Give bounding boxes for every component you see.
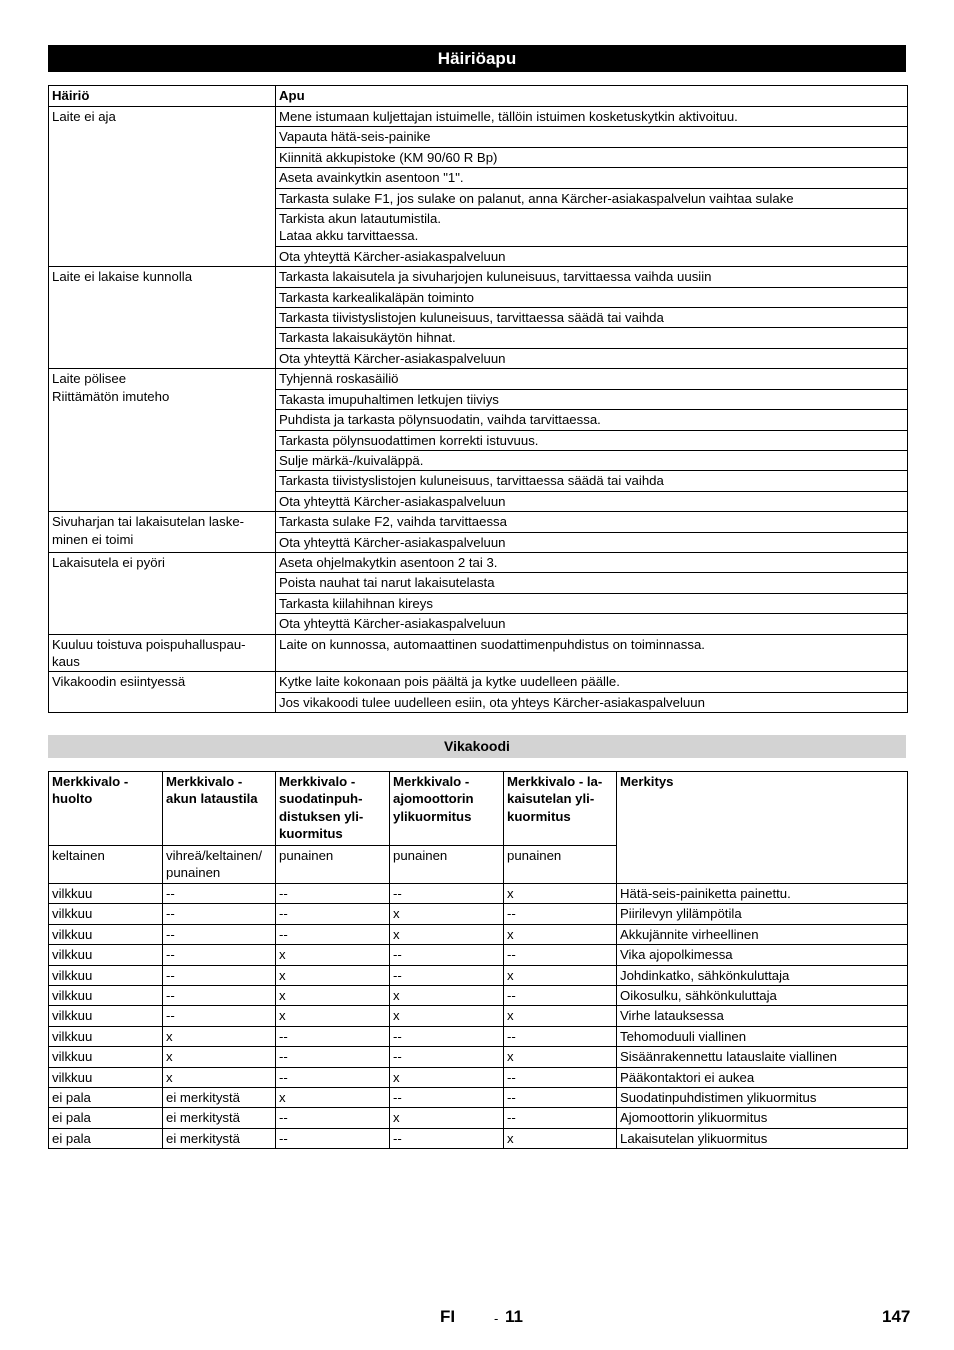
column-header-meaning: Merkitys — [617, 772, 908, 884]
table-row — [49, 965, 908, 985]
service-light-cell: vilkkuu — [49, 986, 163, 1006]
remedy-cell: Sulje märkä-/kuivaläppä. — [276, 450, 908, 470]
battery-light-cell: -- — [163, 904, 276, 924]
remedy-cell: Mene istumaan kuljettajan istuimelle, tällöin istuimen kosketuskytkin aktivoituu. — [276, 107, 908, 127]
filter-light-cell: -- — [276, 884, 390, 904]
drive-motor-light-cell: x — [390, 1006, 504, 1026]
table-row — [49, 986, 908, 1006]
footer-language: FI — [440, 1307, 456, 1326]
service-light-cell: vilkkuu — [49, 945, 163, 965]
filter-light-cell: -- — [276, 924, 390, 944]
remedy-cell: Tarkista akun latautumistila. Lataa akku tarvittaessa. — [276, 209, 908, 247]
remedy-cell: Takasta imupuhaltimen letkujen tiiviys — [276, 389, 908, 409]
filter-light-cell: x — [276, 965, 390, 985]
drive-motor-light-cell: -- — [390, 884, 504, 904]
meaning-cell: Virhe latauksessa — [617, 1006, 908, 1026]
service-light-cell: ei pala — [49, 1128, 163, 1148]
roller-light-cell: -- — [504, 1088, 617, 1108]
roller-light-cell: -- — [504, 1026, 617, 1046]
column-header-remedy: Apu — [276, 86, 908, 107]
table-row — [49, 1026, 908, 1046]
battery-light-cell: ei merkitystä — [163, 1088, 276, 1108]
table-row — [49, 552, 908, 572]
table-row — [49, 945, 908, 965]
troubleshooting-table — [48, 85, 908, 713]
battery-light-cell: -- — [163, 924, 276, 944]
table-row — [49, 1047, 908, 1067]
table-header-row — [49, 772, 908, 846]
meaning-cell: Ajomoottorin ylikuormitus — [617, 1108, 908, 1128]
remedy-cell: Aseta avainkytkin asentoon "1". — [276, 168, 908, 188]
table-row — [49, 267, 908, 287]
roller-light-cell: x — [504, 965, 617, 985]
roller-light-cell: x — [504, 1006, 617, 1026]
remedy-cell: Aseta ohjelmakytkin asentoon 2 tai 3. — [276, 552, 908, 572]
battery-light-cell: -- — [163, 1006, 276, 1026]
battery-light-cell: -- — [163, 986, 276, 1006]
remedy-cell: Tarkasta sulake F2, vaihda tarvittaessa — [276, 512, 908, 532]
meaning-cell: Suodatinpuhdistimen ylikuormitus — [617, 1088, 908, 1108]
footer-section-page: 11 — [505, 1307, 523, 1326]
remedy-cell: Tarkasta lakaisutela ja sivuharjojen kuluneisuus, tarvittaessa vaihda uusiin — [276, 267, 908, 287]
filter-light-cell: x — [276, 986, 390, 1006]
remedy-cell: Tarkasta pölynsuodattimen korrekti istuvuus. — [276, 430, 908, 450]
column-header-service-light: Merkkivalo - huolto — [49, 772, 163, 846]
meaning-cell: Akkujännite virheellinen — [617, 924, 908, 944]
service-light-cell: vilkkuu — [49, 965, 163, 985]
drive-motor-light-cell: x — [390, 924, 504, 944]
footer-page-number: 147 — [882, 1307, 911, 1326]
remedy-cell: Kiinnitä akkupistoke (KM 90/60 R Bp) — [276, 147, 908, 167]
footer-dash: - — [494, 1311, 499, 1326]
remedy-cell: Tarkasta kiilahihnan kireys — [276, 593, 908, 613]
meaning-cell: Vika ajopolkimessa — [617, 945, 908, 965]
table-row — [49, 904, 908, 924]
service-light-cell: vilkkuu — [49, 1067, 163, 1087]
error-code-table — [48, 771, 908, 1149]
battery-light-cell: -- — [163, 945, 276, 965]
remedy-cell: Ota yhteyttä Kärcher-asiakaspalveluun — [276, 491, 908, 511]
roller-light-cell: -- — [504, 986, 617, 1006]
service-light-cell: vilkkuu — [49, 1026, 163, 1046]
roller-light-cell: x — [504, 924, 617, 944]
light-color-cell: punainen — [390, 846, 504, 884]
remedy-cell: Vapauta hätä-seis-painike — [276, 127, 908, 147]
table-row — [49, 1088, 908, 1108]
battery-light-cell: x — [163, 1067, 276, 1087]
service-light-cell: ei pala — [49, 1088, 163, 1108]
remedy-cell: Jos vikakoodi tulee uudelleen esiin, ota yhteys Kärcher-asiakaspalveluun — [276, 692, 908, 712]
filter-light-cell: -- — [276, 1128, 390, 1148]
column-header-roller-light: Merkkivalo - la- kaisutelan yli- kuormitus — [504, 772, 617, 846]
meaning-cell: Oikosulku, sähkönkuluttaja — [617, 986, 908, 1006]
fault-cell: Lakaisutela ei pyöri — [49, 552, 276, 634]
service-light-cell: vilkkuu — [49, 884, 163, 904]
service-light-cell: vilkkuu — [49, 1006, 163, 1026]
filter-light-cell: -- — [276, 1047, 390, 1067]
service-light-cell: vilkkuu — [49, 924, 163, 944]
fault-cell: Laite pölisee Riittämätön imuteho — [49, 369, 276, 512]
remedy-cell: Tarkasta tiivistyslistojen kuluneisuus, tarvittaessa säädä tai vaihda — [276, 471, 908, 491]
table-row — [49, 924, 908, 944]
meaning-cell: Johdinkatko, sähkönkuluttaja — [617, 965, 908, 985]
battery-light-cell: x — [163, 1047, 276, 1067]
remedy-cell: Ota yhteyttä Kärcher-asiakaspalveluun — [276, 246, 908, 266]
roller-light-cell: x — [504, 884, 617, 904]
roller-light-cell: -- — [504, 1108, 617, 1128]
section-title: Vikakoodi — [48, 735, 906, 758]
drive-motor-light-cell: x — [390, 1108, 504, 1128]
light-color-cell: punainen — [504, 846, 617, 884]
fault-cell: Laite ei lakaise kunnolla — [49, 267, 276, 369]
page-title: Häiriöapu — [48, 45, 906, 72]
battery-light-cell: ei merkitystä — [163, 1128, 276, 1148]
table-row — [49, 1128, 908, 1148]
filter-light-cell: -- — [276, 1108, 390, 1128]
drive-motor-light-cell: -- — [390, 1026, 504, 1046]
remedy-cell: Tarkasta lakaisukäytön hihnat. — [276, 328, 908, 348]
table-row — [49, 634, 908, 672]
roller-light-cell: x — [504, 1047, 617, 1067]
drive-motor-light-cell: -- — [390, 965, 504, 985]
drive-motor-light-cell: x — [390, 1067, 504, 1087]
drive-motor-light-cell: -- — [390, 1088, 504, 1108]
table-row — [49, 107, 908, 127]
remedy-cell: Poista nauhat tai narut lakaisutelasta — [276, 573, 908, 593]
column-header-battery-light: Merkkivalo - akun lataustila — [163, 772, 276, 846]
light-color-cell: vihreä/keltainen/ punainen — [163, 846, 276, 884]
table-row — [49, 1067, 908, 1087]
drive-motor-light-cell: -- — [390, 1128, 504, 1148]
service-light-cell: ei pala — [49, 1108, 163, 1128]
roller-light-cell: x — [504, 1128, 617, 1148]
drive-motor-light-cell: x — [390, 904, 504, 924]
fault-cell: Laite ei aja — [49, 107, 276, 267]
roller-light-cell: -- — [504, 945, 617, 965]
meaning-cell: Hätä-seis-painiketta painettu. — [617, 884, 908, 904]
battery-light-cell: -- — [163, 884, 276, 904]
meaning-cell: Sisäänrakennettu latauslaite viallinen — [617, 1047, 908, 1067]
filter-light-cell: -- — [276, 904, 390, 924]
filter-light-cell: x — [276, 1088, 390, 1108]
remedy-cell: Kytke laite kokonaan pois päältä ja kytke uudelleen päälle. — [276, 672, 908, 692]
service-light-cell: vilkkuu — [49, 904, 163, 924]
remedy-cell: Ota yhteyttä Kärcher-asiakaspalveluun — [276, 614, 908, 634]
filter-light-cell: x — [276, 945, 390, 965]
fault-cell: Sivuharjan tai lakaisutelan laske- minen ei toimi — [49, 512, 276, 553]
column-header-filter-light: Merkkivalo - suodatinpuh- distuksen yli- kuormitus — [276, 772, 390, 846]
battery-light-cell: -- — [163, 965, 276, 985]
roller-light-cell: -- — [504, 904, 617, 924]
remedy-cell: Laite on kunnossa, automaattinen suodattimenpuhdistus on toiminnassa. — [276, 634, 908, 672]
roller-light-cell: -- — [504, 1067, 617, 1087]
meaning-cell: Piirilevyn ylilämpötila — [617, 904, 908, 924]
table-row — [49, 672, 908, 692]
battery-light-cell: x — [163, 1026, 276, 1046]
battery-light-cell: ei merkitystä — [163, 1108, 276, 1128]
column-header-drive-motor-light: Merkkivalo - ajomoottorin ylikuormitus — [390, 772, 504, 846]
drive-motor-light-cell: -- — [390, 1047, 504, 1067]
remedy-cell: Tyhjennä roskasäiliö — [276, 369, 908, 389]
remedy-cell: Tarkasta karkealikaläpän toiminto — [276, 287, 908, 307]
filter-light-cell: x — [276, 1006, 390, 1026]
drive-motor-light-cell: x — [390, 986, 504, 1006]
meaning-cell: Lakaisutelan ylikuormitus — [617, 1128, 908, 1148]
remedy-cell: Tarkasta tiivistyslistojen kuluneisuus, tarvittaessa säädä tai vaihda — [276, 308, 908, 328]
service-light-cell: vilkkuu — [49, 1047, 163, 1067]
meaning-cell: Tehomoduuli viallinen — [617, 1026, 908, 1046]
table-row — [49, 1108, 908, 1128]
column-header-fault: Häiriö — [49, 86, 276, 107]
remedy-cell: Puhdista ja tarkasta pölynsuodatin, vaihda tarvittaessa. — [276, 410, 908, 430]
remedy-cell: Ota yhteyttä Kärcher-asiakaspalveluun — [276, 532, 908, 552]
table-row — [49, 369, 908, 389]
remedy-cell: Ota yhteyttä Kärcher-asiakaspalveluun — [276, 348, 908, 368]
table-row — [49, 1006, 908, 1026]
fault-cell: Vikakoodin esiintyessä — [49, 672, 276, 713]
light-color-cell: punainen — [276, 846, 390, 884]
table-header-row — [49, 86, 908, 107]
filter-light-cell: -- — [276, 1026, 390, 1046]
drive-motor-light-cell: -- — [390, 945, 504, 965]
remedy-cell: Tarkasta sulake F1, jos sulake on palanut, anna Kärcher-asiakaspalvelun vaihtaa sulake — [276, 188, 908, 208]
table-row — [49, 512, 908, 532]
filter-light-cell: -- — [276, 1067, 390, 1087]
light-color-cell: keltainen — [49, 846, 163, 884]
table-row — [49, 884, 908, 904]
meaning-cell: Pääkontaktori ei aukea — [617, 1067, 908, 1087]
fault-cell: Kuuluu toistuva poispuhalluspau- kaus — [49, 634, 276, 672]
